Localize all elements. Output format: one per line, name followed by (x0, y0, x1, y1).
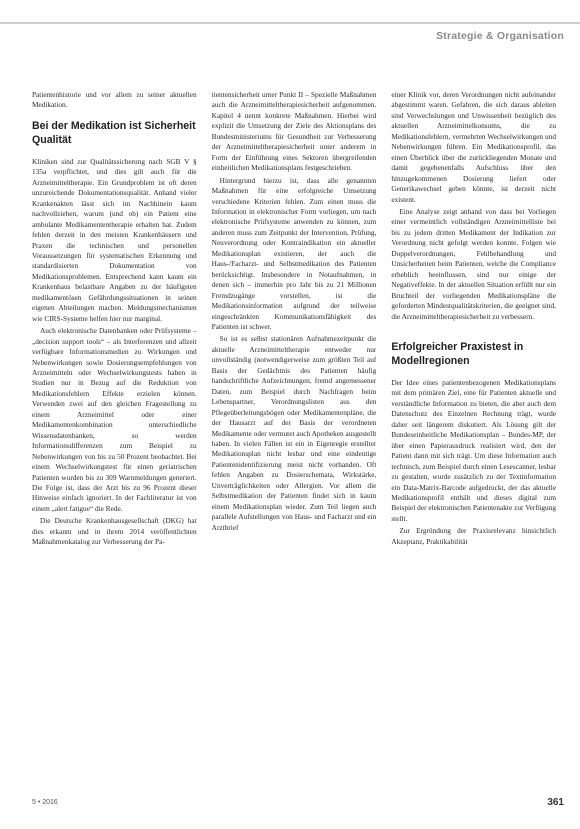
column-1 (32, 90, 197, 780)
section-title: Strategie & Organisation (436, 30, 564, 42)
column-3 (391, 90, 556, 780)
issue-number: 5 • 2016 (32, 799, 58, 806)
paragraph: Patientenhistorie und vor allem zu seiner aktuellen Medikation. (32, 90, 197, 110)
paragraph: tientensicherheit unter Punkt II – Spezielle Maßnahmen auch die Arzneimitteltherapiesicherheit aufgenommen. Kapitel 4 nennt konkrete Maßnahmen. Hierbei wird explizit die Umsetzung der Ziele des Aktionsplans des Bundesministeriums für Gesundheit zur Verbesserung der Arzneimitteltherapiesicherheit unter anderem in Form der Einführung eines Sektoren übergreifenden einheitlichen Medikationsplans festgeschrieben. (211, 90, 377, 173)
page-number: 361 (547, 797, 564, 808)
paragraph: So ist es selbst stationären Aufnahmezeitpunkt die aktuelle Arzneimitteltherapie entweder nur unvollständig (notwendigerweise zum größten Teil auf Basis der Gedächtnis des Patienten häufig handschriftliche Aufzeichnungen, fremd angemessener Daten, zum Beispiel durch Nachfragen beim Lebenspartner, Verordnungslisten aus den Pflegeüberleitungsbögen oder Medikamentenpläne, die der Hausarzt auf der Basis der verordneten Medikamente oder vermutet auch Apotheken ausgestellt haben. In vielen Fällen ist ein in Eigenregie erstellter Medikationsplan nicht lesbar und eine eindeutige Patientenidentifizierung meist nicht vorhanden. Oft fehlen Angaben zu Dosierschemata, Wirkstärke, Unverträglichkeiten oder Allergien. Vor allem die Selbstmedikation der Patienten findet sich in kaum einem Medikationsplan wieder. Zum Teil liegen auch parallele Aufstellungen von Haus- und Facharzt und ein Arztbrief (211, 334, 377, 532)
paragraph: Hintergrund hierzu ist, dass alle genannten Maßnahmen für eine erfolgreiche Umsetzung verschiedene Kriterien fehlen. Zum einen muss die Information in elektronischer Form vorliegen, um nach elektronische Prüfsysteme anwenden zu können, zum anderen muss zum Zeitpunkt der Intervention, Prüfung, Neuverordnung oder Kontraindikation ein aktueller Medikationsplan existieren, der auch die Haus-/Facharzt- und Selbstmedikation des Patienten berücksichtigt. Insbesondere in Notaufnahmen, in denen sich – immerhin pro Jahr bis zu 21 Millionen Fremdzugänge vorstellen, ist die Medikationsinformation aufgrund der teilweise eingeschränkten Kommunikationsfähigkeit des Patienten ist schwer. (211, 175, 377, 331)
column-2 (212, 90, 377, 780)
article-body (32, 90, 556, 780)
paragraph: Der Idee eines patientenbezogenen Medikationsplans mit dem primären Ziel, eine für Patienten aktuelle und verständliche Information zu bieten, die aber auch dem Datenschutz des Einzelnen Rechnung trägt, wurde daher seit längerem diskutiert. Als Lösung gilt der Bundeseinheitliche Medikationsplan – Bundes-MP, der über einen Papierausdruck realisiert wird, den der Patient dann mit sich trägt. Um diese Information auch technisch, zum Beispiel durch einen Lesescanner, lesbar zu gestalten, wurde zusätzlich zu der Textinformation ein Data-Matrix-Barcode aufgedruckt, der das aktuelle Medikationsprofil enthält und dieses digital zum Beispiel der elektronischen Patientenakte zur Verfügung stellt. (391, 377, 557, 523)
paragraph: Zur Ergründung der Praxisrelevanz hinsichtlich Akzeptanz, Praktikabilität (391, 526, 557, 546)
paragraph: Eine Analyse zeigt anhand von dass bei Vorliegen einer vermeintlich vollständigen Arzneimittelliste bei bis zu jedem dritten Medikament der Indikation zur Verordnung nicht gefolgt werden konnte. Folgen wie Doppelverordnungen, Fehlbehandlung und Unsicherheiten beim Patienten, welche die Compliance erheblich beeinflussen, sind nur einige der Negativeffekte. In der aktuellen Situation erfüllt nur ein Bruchteil der vorliegenden Medikationspläne die geforderten Mindestqualitätskriterien, die geeignet sind, die Arzneimitteltherapiesicherheit zu verbessern. (391, 206, 557, 321)
section-heading: Bei der Medikation ist Sicherheit Qualität (32, 119, 196, 146)
section-heading: Erfolgreicher Praxistest in Modellregionen (391, 340, 524, 367)
paragraph: Die Deutsche Krankenhausgesellschaft (DKG) hat dies erkannt und in ihrem 2014 veröffentlichten Maßnahmenkatalog zur Verbesserung der Pa- (32, 516, 197, 547)
paragraph: Auch elektronische Datenbanken oder Prüfsysteme – „decision support tools“ – als Interferenzen und allzeit verfügbare Informationsmedien zu Wirkungen und Nebenwirkungen sowie Dosierungsempfehlungen von Arzneimitteln oder Wechselwirkungstests haben in Studien nur in Bezug auf die Reduktion von Medikationsfehlern Effekte erzielen können. Verwenden zwei auf den gleichen Fragestellung zu einem Arzneimittel oder einer Medikamentenkombination unterschiedliche Wissensdatenbanken, so werden Informationsdifferenzen zum Beispiel zu Nebenwirkungen von bis zu 50 Prozent beobachtet. Bei einem Wechselwirkungstest für einen geriatrischen Patienten wurden bis zu 309 Warnmeldungen generiert. Die Folge ist, dass der Arzt bis zu 96 Prozent dieser Hinweise einfach ignoriert. In der Fachliteratur ist von einem „alert fatigue“ die Rede. (32, 326, 197, 513)
paragraph: einer Klinik vor, deren Verordnungen nicht aufeinander abgestimmt waren. Gefahren, die sich daraus ableiten sind Verwechslungen und Unwissenheit bezüglich des aktuellen Arzneimittelkonsums, die zu Medikationsfehlern, vermehrten Wechselwirkungen und Nebenwirkungen führen. Ein Medikationsprofil, das einen Überblick über die zurückliegenden Monate und damit gegebenenfalls Aufschluss über den hinzugekommenen Dosierung liefert oder Generikawechsel geben könnte, ist derzeit nicht existent. (391, 90, 557, 204)
paragraph: Kliniken sind zur Qualitätssicherung nach SGB V § 135a verpflichtet, und dies gilt auch für die Arzneimitteltherapie. Ein Grundproblem ist oft deren unzureichende Dokumentationsqualität. Anhand vieler Krankenakten lässt sich im Nachhinein kaum nachvollziehen, warum (und ob) ein Patient eine ambulante Medikamententherapie erhalten hat. Zudem fehlen derzeit in den meisten Krankenhäusern und Praxen die technischen und personellen Voraussetzungen für systematischen Erkennung und standardisierten Dokumentation von Medikationsproblemen. Entsprechend kann kaum ein Krankenhaus belastbare Angaben zu der häufigsten medikamentösen Gefährdungssituationen in seinen eigenen Abteilungen machen. Meldungsmechanismen wie CIRS-Systeme helfen hier nur marginal. (32, 156, 197, 323)
header-rule (0, 22, 580, 24)
